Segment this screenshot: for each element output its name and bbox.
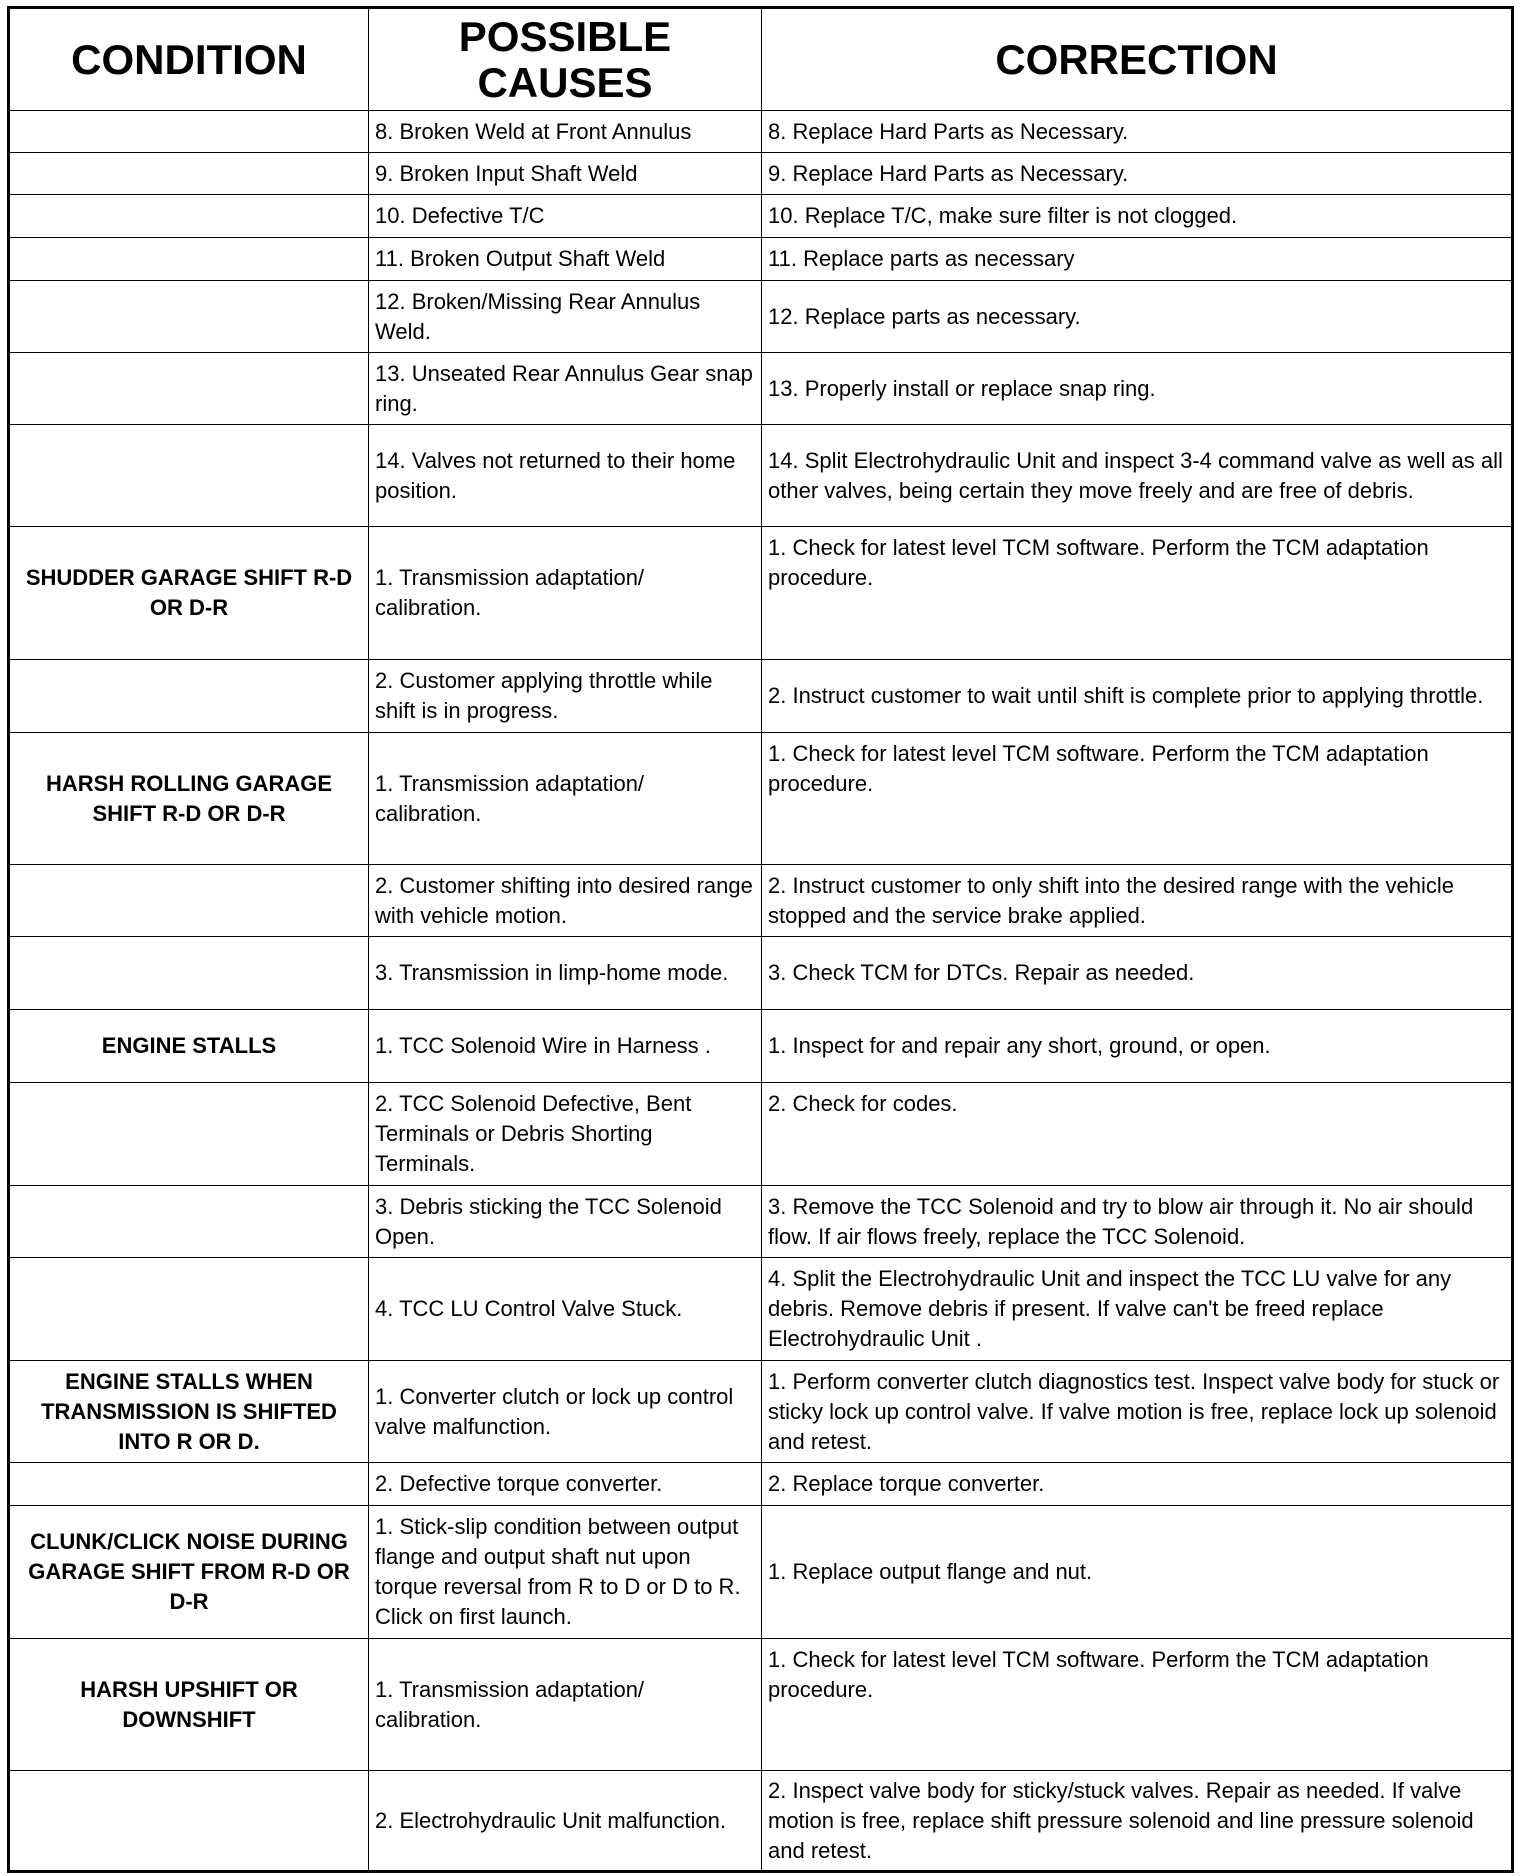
- correction-cell: 2. Replace torque converter.: [762, 1463, 1513, 1506]
- cause-cell: 13. Unseated Rear Annulus Gear snap ring.: [369, 353, 762, 425]
- condition-cell: CLUNK/CLICK NOISE DURING GARAGE SHIFT FROM R-D OR D-R: [9, 1506, 369, 1639]
- header-row: [9, 8, 1513, 111]
- condition-cell: ENGINE STALLS WHEN TRANSMISSION IS SHIFTED INTO R OR D.: [9, 1361, 369, 1463]
- cause-cell: 12. Broken/Missing Rear Annulus Weld.: [369, 281, 762, 353]
- diagnosis-table: [7, 6, 1514, 1873]
- correction-cell: 13. Properly install or replace snap ring.: [762, 353, 1513, 425]
- correction-cell: 1. Replace output flange and nut.: [762, 1506, 1513, 1639]
- correction-cell: 10. Replace T/C, make sure filter is not clogged.: [762, 195, 1513, 238]
- correction-cell: 14. Split Electrohydraulic Unit and inspect 3-4 command valve as well as all other valves, being certain they move freely and are free of debris.: [762, 425, 1513, 527]
- cause-cell: 1. Transmission adaptation/ calibration.: [369, 527, 762, 660]
- header-correction: CORRECTION: [762, 8, 1513, 111]
- table-row: [9, 733, 1513, 865]
- cause-cell: 14. Valves not returned to their home position.: [369, 425, 762, 527]
- condition-cell: [9, 238, 369, 281]
- cause-cell: 8. Broken Weld at Front Annulus: [369, 111, 762, 153]
- table-row: [9, 865, 1513, 937]
- table-row: [9, 153, 1513, 195]
- correction-cell: 1. Inspect for and repair any short, ground, or open.: [762, 1010, 1513, 1083]
- correction-cell: 3. Remove the TCC Solenoid and try to blow air through it. No air should flow. If air flows freely, replace the TCC Solenoid.: [762, 1186, 1513, 1258]
- table-row: [9, 1506, 1513, 1639]
- cause-cell: 1. TCC Solenoid Wire in Harness .: [369, 1010, 762, 1083]
- correction-cell: 1. Check for latest level TCM software. Perform the TCM adaptation procedure.: [762, 527, 1513, 660]
- condition-cell: [9, 281, 369, 353]
- correction-cell: 2. Instruct customer to only shift into the desired range with the vehicle stopped and the service brake applied.: [762, 865, 1513, 937]
- correction-cell: 8. Replace Hard Parts as Necessary.: [762, 111, 1513, 153]
- cause-cell: 1. Converter clutch or lock up control valve malfunction.: [369, 1361, 762, 1463]
- condition-cell: [9, 937, 369, 1010]
- condition-cell: [9, 111, 369, 153]
- cause-cell: 3. Debris sticking the TCC Solenoid Open.: [369, 1186, 762, 1258]
- correction-cell: 2. Check for codes.: [762, 1083, 1513, 1186]
- correction-cell: 1. Perform converter clutch diagnostics test. Inspect valve body for stuck or sticky lock up control valve. If valve motion is free, replace lock up solenoid and retest.: [762, 1361, 1513, 1463]
- cause-cell: 4. TCC LU Control Valve Stuck.: [369, 1258, 762, 1361]
- condition-cell: [9, 353, 369, 425]
- table-row: [9, 1186, 1513, 1258]
- table-row: [9, 937, 1513, 1010]
- table-row: [9, 238, 1513, 281]
- cause-cell: 2. Customer shifting into desired range with vehicle motion.: [369, 865, 762, 937]
- header-condition: CONDITION: [9, 8, 369, 111]
- correction-cell: 1. Check for latest level TCM software. Perform the TCM adaptation procedure.: [762, 1639, 1513, 1771]
- correction-cell: 2. Instruct customer to wait until shift is complete prior to applying throttle.: [762, 660, 1513, 733]
- correction-cell: 12. Replace parts as necessary.: [762, 281, 1513, 353]
- condition-cell: [9, 1186, 369, 1258]
- condition-cell: [9, 1083, 369, 1186]
- condition-cell: ENGINE STALLS: [9, 1010, 369, 1083]
- correction-cell: 3. Check TCM for DTCs. Repair as needed.: [762, 937, 1513, 1010]
- condition-cell: [9, 1463, 369, 1506]
- table-row: [9, 195, 1513, 238]
- correction-cell: 9. Replace Hard Parts as Necessary.: [762, 153, 1513, 195]
- cause-cell: 2. Defective torque converter.: [369, 1463, 762, 1506]
- table-row: [9, 1463, 1513, 1506]
- table-row: [9, 353, 1513, 425]
- condition-cell: [9, 660, 369, 733]
- cause-cell: 1. Transmission adaptation/ calibration.: [369, 733, 762, 865]
- cause-cell: 1. Transmission adaptation/ calibration.: [369, 1639, 762, 1771]
- condition-cell: [9, 1771, 369, 1872]
- condition-cell: [9, 425, 369, 527]
- table-row: [9, 281, 1513, 353]
- cause-cell: 3. Transmission in limp-home mode.: [369, 937, 762, 1010]
- cause-cell: 9. Broken Input Shaft Weld: [369, 153, 762, 195]
- cause-cell: 1. Stick-slip condition between output flange and output shaft nut upon torque reversal from R to D or D to R. Click on first launch.: [369, 1506, 762, 1639]
- correction-cell: 1. Check for latest level TCM software. Perform the TCM adaptation procedure.: [762, 733, 1513, 865]
- table-row: [9, 527, 1513, 660]
- condition-cell: HARSH ROLLING GARAGE SHIFT R-D OR D-R: [9, 733, 369, 865]
- correction-cell: 2. Inspect valve body for sticky/stuck valves. Repair as needed. If valve motion is free, replace shift pressure solenoid and line pressure solenoid and retest.: [762, 1771, 1513, 1872]
- condition-cell: [9, 865, 369, 937]
- table-row: [9, 1258, 1513, 1361]
- table-row: [9, 1361, 1513, 1463]
- correction-cell: 11. Replace parts as necessary: [762, 238, 1513, 281]
- table-row: [9, 1083, 1513, 1186]
- table-row: [9, 660, 1513, 733]
- cause-cell: 10. Defective T/C: [369, 195, 762, 238]
- table-row: [9, 1010, 1513, 1083]
- condition-cell: SHUDDER GARAGE SHIFT R-D OR D-R: [9, 527, 369, 660]
- table-row: [9, 1639, 1513, 1771]
- header-possible-causes: POSSIBLE CAUSES: [369, 8, 762, 111]
- correction-cell: 4. Split the Electrohydraulic Unit and inspect the TCC LU valve for any debris. Remove debris if present. If valve can't be freed replace Electrohydraulic Unit .: [762, 1258, 1513, 1361]
- cause-cell: 2. Electrohydraulic Unit malfunction.: [369, 1771, 762, 1872]
- condition-cell: [9, 195, 369, 238]
- table-row: [9, 425, 1513, 527]
- condition-cell: HARSH UPSHIFT OR DOWNSHIFT: [9, 1639, 369, 1771]
- table-row: [9, 1771, 1513, 1872]
- cause-cell: 2. TCC Solenoid Defective, Bent Terminals or Debris Shorting Terminals.: [369, 1083, 762, 1186]
- condition-cell: [9, 1258, 369, 1361]
- cause-cell: 11. Broken Output Shaft Weld: [369, 238, 762, 281]
- table-row: [9, 111, 1513, 153]
- condition-cell: [9, 153, 369, 195]
- cause-cell: 2. Customer applying throttle while shift is in progress.: [369, 660, 762, 733]
